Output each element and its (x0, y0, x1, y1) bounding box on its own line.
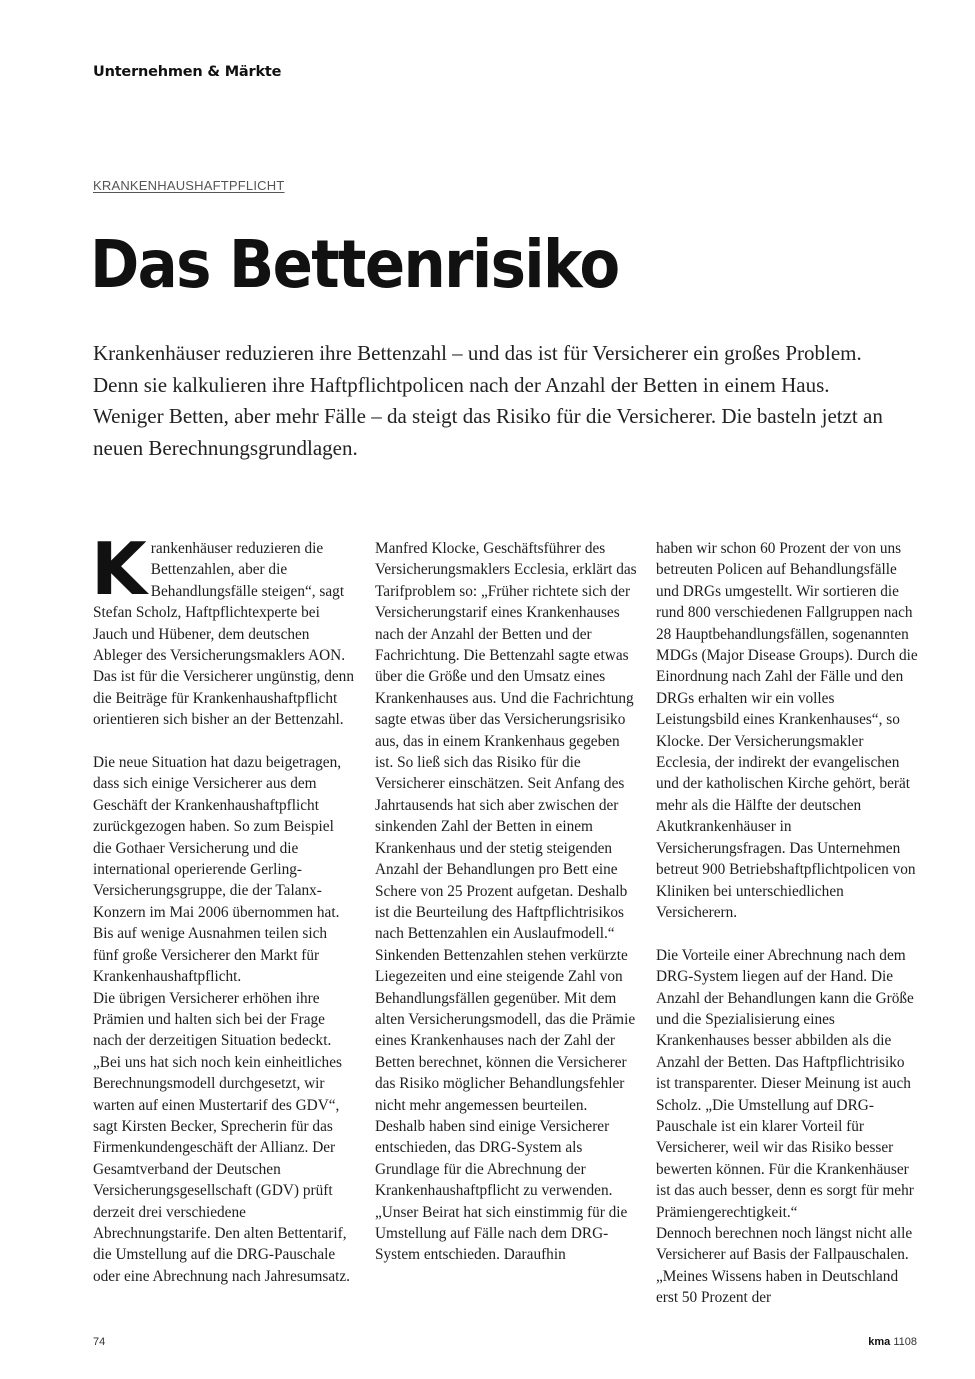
paragraph: Sinkenden Bettenzahlen stehen verkürzte Liegezeiten und eine steigende Zahl von Behandlungsfällen gegenüber. Mit dem alten Versicherungsmodell, das die Prämie eines Krankenhauses nach der Zahl der Betten berechnet, können die Versicherer das Risiko möglicher Behandlungsfehler nicht mehr angemessen beurteilen. (375, 946, 636, 1114)
paragraph: Die übrigen Versicherer erhöhen ihre Prämien und halten sich bei der Frage nach der derzeitigen Situation bedeckt. „Bei uns hat sich noch kein einheitliches Berechnungsmodell durchgesetzt, wir warten auf einen Mustertarif des GDV“, sagt Kirsten Becker, Sprecherin für das Firmenkundengeschäft der Allianz. Der Gesamtverband der Deutschen Versicherungsgesellschaft (GDV) prüft derzeit drei verschiedene Abrechnungstarife. Den alten Bettentarif, die Umstellung auf die DRG-Pauschale oder eine Abrechnung nach Jahresumsatz. (93, 989, 350, 1285)
text-column-1 (91, 527, 355, 1287)
paragraph: Deshalb haben sind einige Versicherer entschieden, das DRG-System als Grundlage für die Abrechnung der Krankenhaushaftpflicht zu verwenden. „Unser Beirat hat sich einstimmig für die Umstellung auf Fälle nach dem DRG-System entschieden. Daraufhin (375, 1117, 628, 1264)
paragraph: haben wir schon 60 Prozent der von uns betreuten Policen auf Behandlungsfälle und DRGs umgestellt. Wir sortieren die rund 800 verschiedenen Fallgruppen nach 28 Hauptbehandlungsfällen, sogenannten MDGs (Major Disease Groups). Durch die Einordnung nach Zahl der Fälle und den DRGs erhalten wir ein volles Leistungsbild eines Krankenhauses“, so Klocke. Der Versicherungsmakler Ecclesia, der indirekt der evangelischen und der katholischen Kirche gehört, berät mehr als die Hälfte der deutschen Akutkrankenhäuser in Versicherungsfragen. Das Unternehmen betreut 900 Betriebshaftpflichtpolicen von Kliniken bei unterschiedlichen Versicherern. (656, 540, 918, 921)
paragraph: Dennoch berechnen noch längst nicht alle Versicherer auf Basis der Fallpauschalen. „Meines Wissens haben in Deutschland erst 50 Prozent der (656, 1224, 913, 1307)
paragraph: Die Vorteile einer Abrechnung nach dem DRG-System liegen auf der Hand. Die Anzahl der Behandlungen kann die Größe und die Spezialisierung eines Krankenhauses besser abbilden als die Anzahl der Betten. Das Haftpflichtrisiko ist transparenter. Dieser Meinung ist auch Scholz. „Die Umstellung auf DRG-Pauschale ist ein klarer Vorteil für Versicherer, weil wir das Risiko besser bewerten können. Für die Krankenhäuser ist das auch besser, denn es sorgt für mehr Prämiengerechtigkeit.“ (656, 946, 914, 1221)
article-lead: Krankenhäuser reduzieren ihre Bettenzahl – und das ist für Versicherer ein großes Problem. Denn sie kalkulieren ihre Haftpflichtpolicen nach der Anzahl der Betten in einem Haus. Weniger Betten, aber mehr Fälle – da steigt das Risiko für die Versicherer. Die basteln jetzt an neuen Berechnungsgrundlagen. (93, 341, 883, 460)
paragraph: Manfred Klocke, Geschäftsführer des Versicherungsmaklers Ecclesia, erklärt das Tarifproblem so: „Früher richtete sich der Versicherungstarif eines Krankenhauses nach der Anzahl der Betten und der Fachrichtung. Die Bettenzahl sagte etwas über die Größe und den Umsatz eines Krankenhauses aus. Und die Fachrichtung sagte etwas über das Versicherungsrisiko aus, das in einem Krankenhaus gegeben ist. So ließ sich das Risiko für die Versicherer einschätzen. Seit Anfang des Jahrtausends hat sich aber zwischen der sinkenden Zahl der Betten in einem Krankenhaus und der stetig steigenden Anzahl der Behandlungen pro Bett eine Schere von 25 Prozent aufgetan. Deshalb ist die Beurteilung des Haftpflichtrisikos nach Bettenzahlen ein Auslaufmodell.“ (375, 540, 637, 943)
text-column-2 (375, 538, 637, 1266)
footer-publication (868, 1336, 917, 1348)
paragraph (91, 527, 355, 731)
issue-number: 1108 (893, 1336, 917, 1348)
publication-logo: kma (868, 1336, 891, 1348)
paragraph-text: rankenhäuser reduzieren die Bettenzahlen, aber die Behandlungsfälle steigen“, sagt Stefan Scholz, Haftpflichtexperte bei Jauch und Hübener, dem deutschen Ableger des Versicherungsmaklers AON. Das ist für die Versicherer ungünstig, denn die Beiträge für Krankenhaushaftpflicht orientieren sich bisher an der Bettenzahl. (93, 540, 354, 729)
drop-cap: K (91, 527, 147, 611)
text-column-3 (656, 538, 918, 1309)
page-number: 74 (93, 1336, 106, 1348)
article-title: Das Bettenrisiko (90, 226, 619, 303)
section-header: Unternehmen & Märkte (93, 64, 282, 80)
article-kicker: KRANKENHAUSHAFTPFLICHT (93, 178, 285, 193)
paragraph: Die neue Situation hat dazu beigetragen, dass sich einige Versicherer aus dem Geschäft der Krankenhaushaftpflicht zurückgezogen haben. So zum Beispiel die Gothaer Versicherung und die international operierende Gerling-Versicherungsgruppe, die der Talanx-Konzern im Mai 2006 übernommen hat. Bis auf wenige Ausnahmen teilen sich fünf große Versicherer den Markt für Krankenhaushaftpflicht. (93, 754, 342, 986)
